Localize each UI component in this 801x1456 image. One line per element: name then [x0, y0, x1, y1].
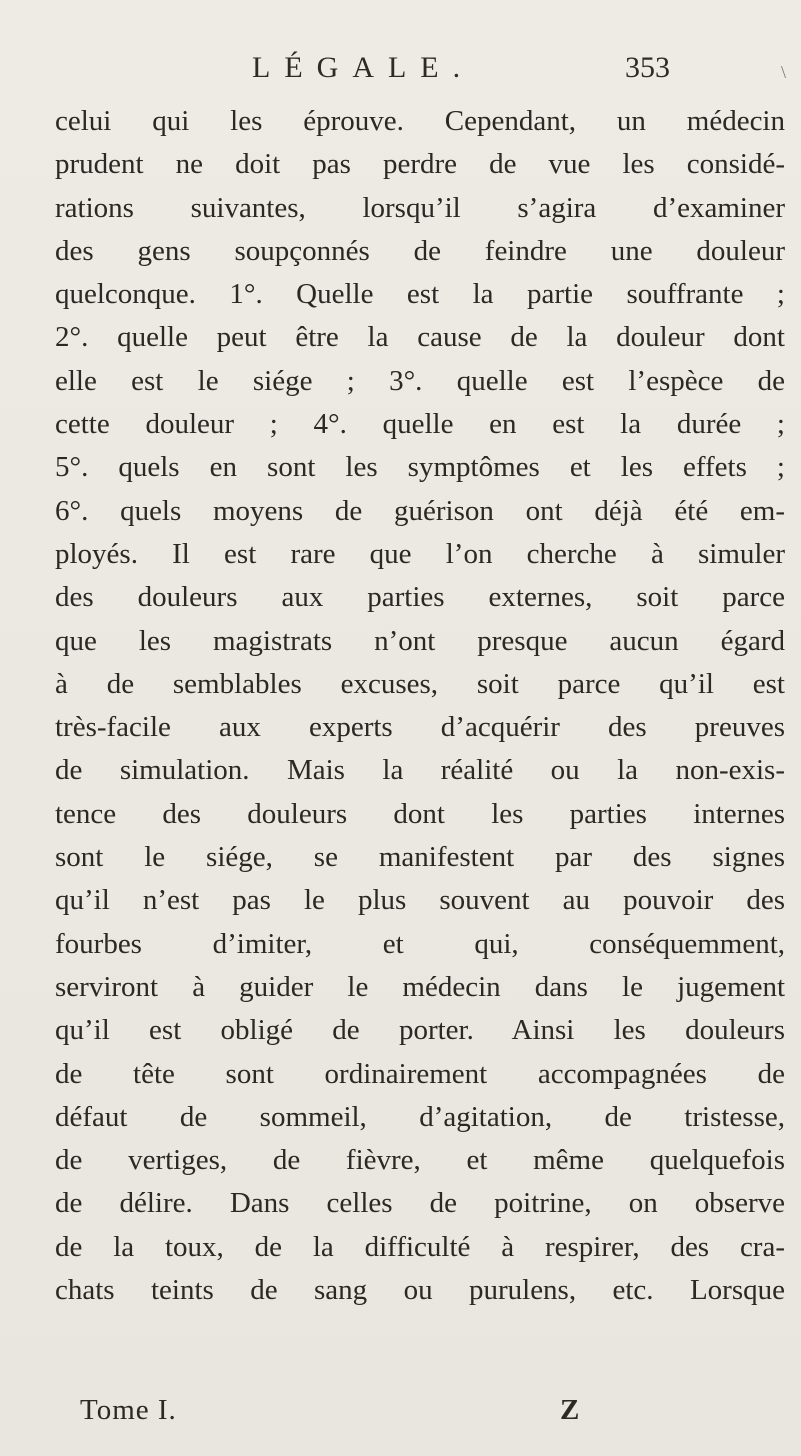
running-head [0, 44, 801, 92]
text-line: celui qui les éprouve. Cependant, un médecin [55, 105, 785, 137]
text-line: cette douleur ; 4°. quelle en est la durée ; [55, 408, 785, 441]
text-line: ployés. Il est rare que l’on cherche à simuler [55, 537, 785, 570]
text-line: à de semblables excuses, soit parce qu’il est [55, 667, 785, 700]
text-line: de la toux, de la difficulté à respirer, des cra- [55, 1230, 785, 1263]
text-line: tence des douleurs dont les parties internes [55, 797, 785, 830]
text-line: de vertiges, de fièvre, et même quelquefois [55, 1144, 785, 1177]
text-line: rations suivantes, lorsqu’il s’agira d’examiner [55, 191, 785, 224]
text-line: qu’il n’est pas le plus souvent au pouvoir des [55, 884, 785, 917]
text-line: de délire. Dans celles de poitrine, on observe [55, 1187, 785, 1220]
text-line: des douleurs aux parties externes, soit parce [55, 581, 785, 614]
text-line: qu’il est obligé de porter. Ainsi les douleurs [55, 1014, 785, 1047]
running-title: LÉGALE. [252, 51, 475, 84]
text-line: de simulation. Mais la réalité ou la non-exis- [55, 754, 785, 787]
text-line: quelconque. 1°. Quelle est la partie souffrante ; [55, 278, 785, 311]
tome-label: Tome I. [80, 1394, 177, 1426]
footer-signature-row [80, 1388, 720, 1432]
signature-mark: Z [560, 1394, 580, 1426]
text-line: chats teints de sang ou purulens, etc. Lorsque [55, 1274, 785, 1307]
text-line: des gens soupçonnés de feindre une douleur [55, 234, 785, 267]
text-line: défaut de sommeil, d’agitation, de tristesse, [55, 1100, 785, 1133]
text-line: que les magistrats n’ont presque aucun égard [55, 624, 785, 657]
text-line: prudent ne doit pas perdre de vue les considé- [55, 148, 785, 181]
text-line: sont le siége, se manifestent par des signes [55, 841, 785, 874]
text-line: fourbes d’imiter, et qui, conséquemment, [55, 927, 785, 960]
text-line: 2°. quelle peut être la cause de la douleur dont [55, 321, 785, 354]
text-line: elle est le siége ; 3°. quelle est l’espèce de [55, 364, 785, 397]
text-line: 6°. quels moyens de guérison ont déjà été em- [55, 494, 785, 527]
body-text [55, 100, 785, 1312]
text-line: très-facile aux experts d’acquérir des preuves [55, 711, 785, 744]
text-line: de tête sont ordinairement accompagnées de [55, 1057, 785, 1090]
corner-mark: \ [781, 62, 787, 82]
text-line: serviront à guider le médecin dans le jugement [55, 970, 785, 1003]
page-number: 353 [625, 51, 670, 84]
text-line: 5°. quels en sont les symptômes et les effets ; [55, 451, 785, 484]
